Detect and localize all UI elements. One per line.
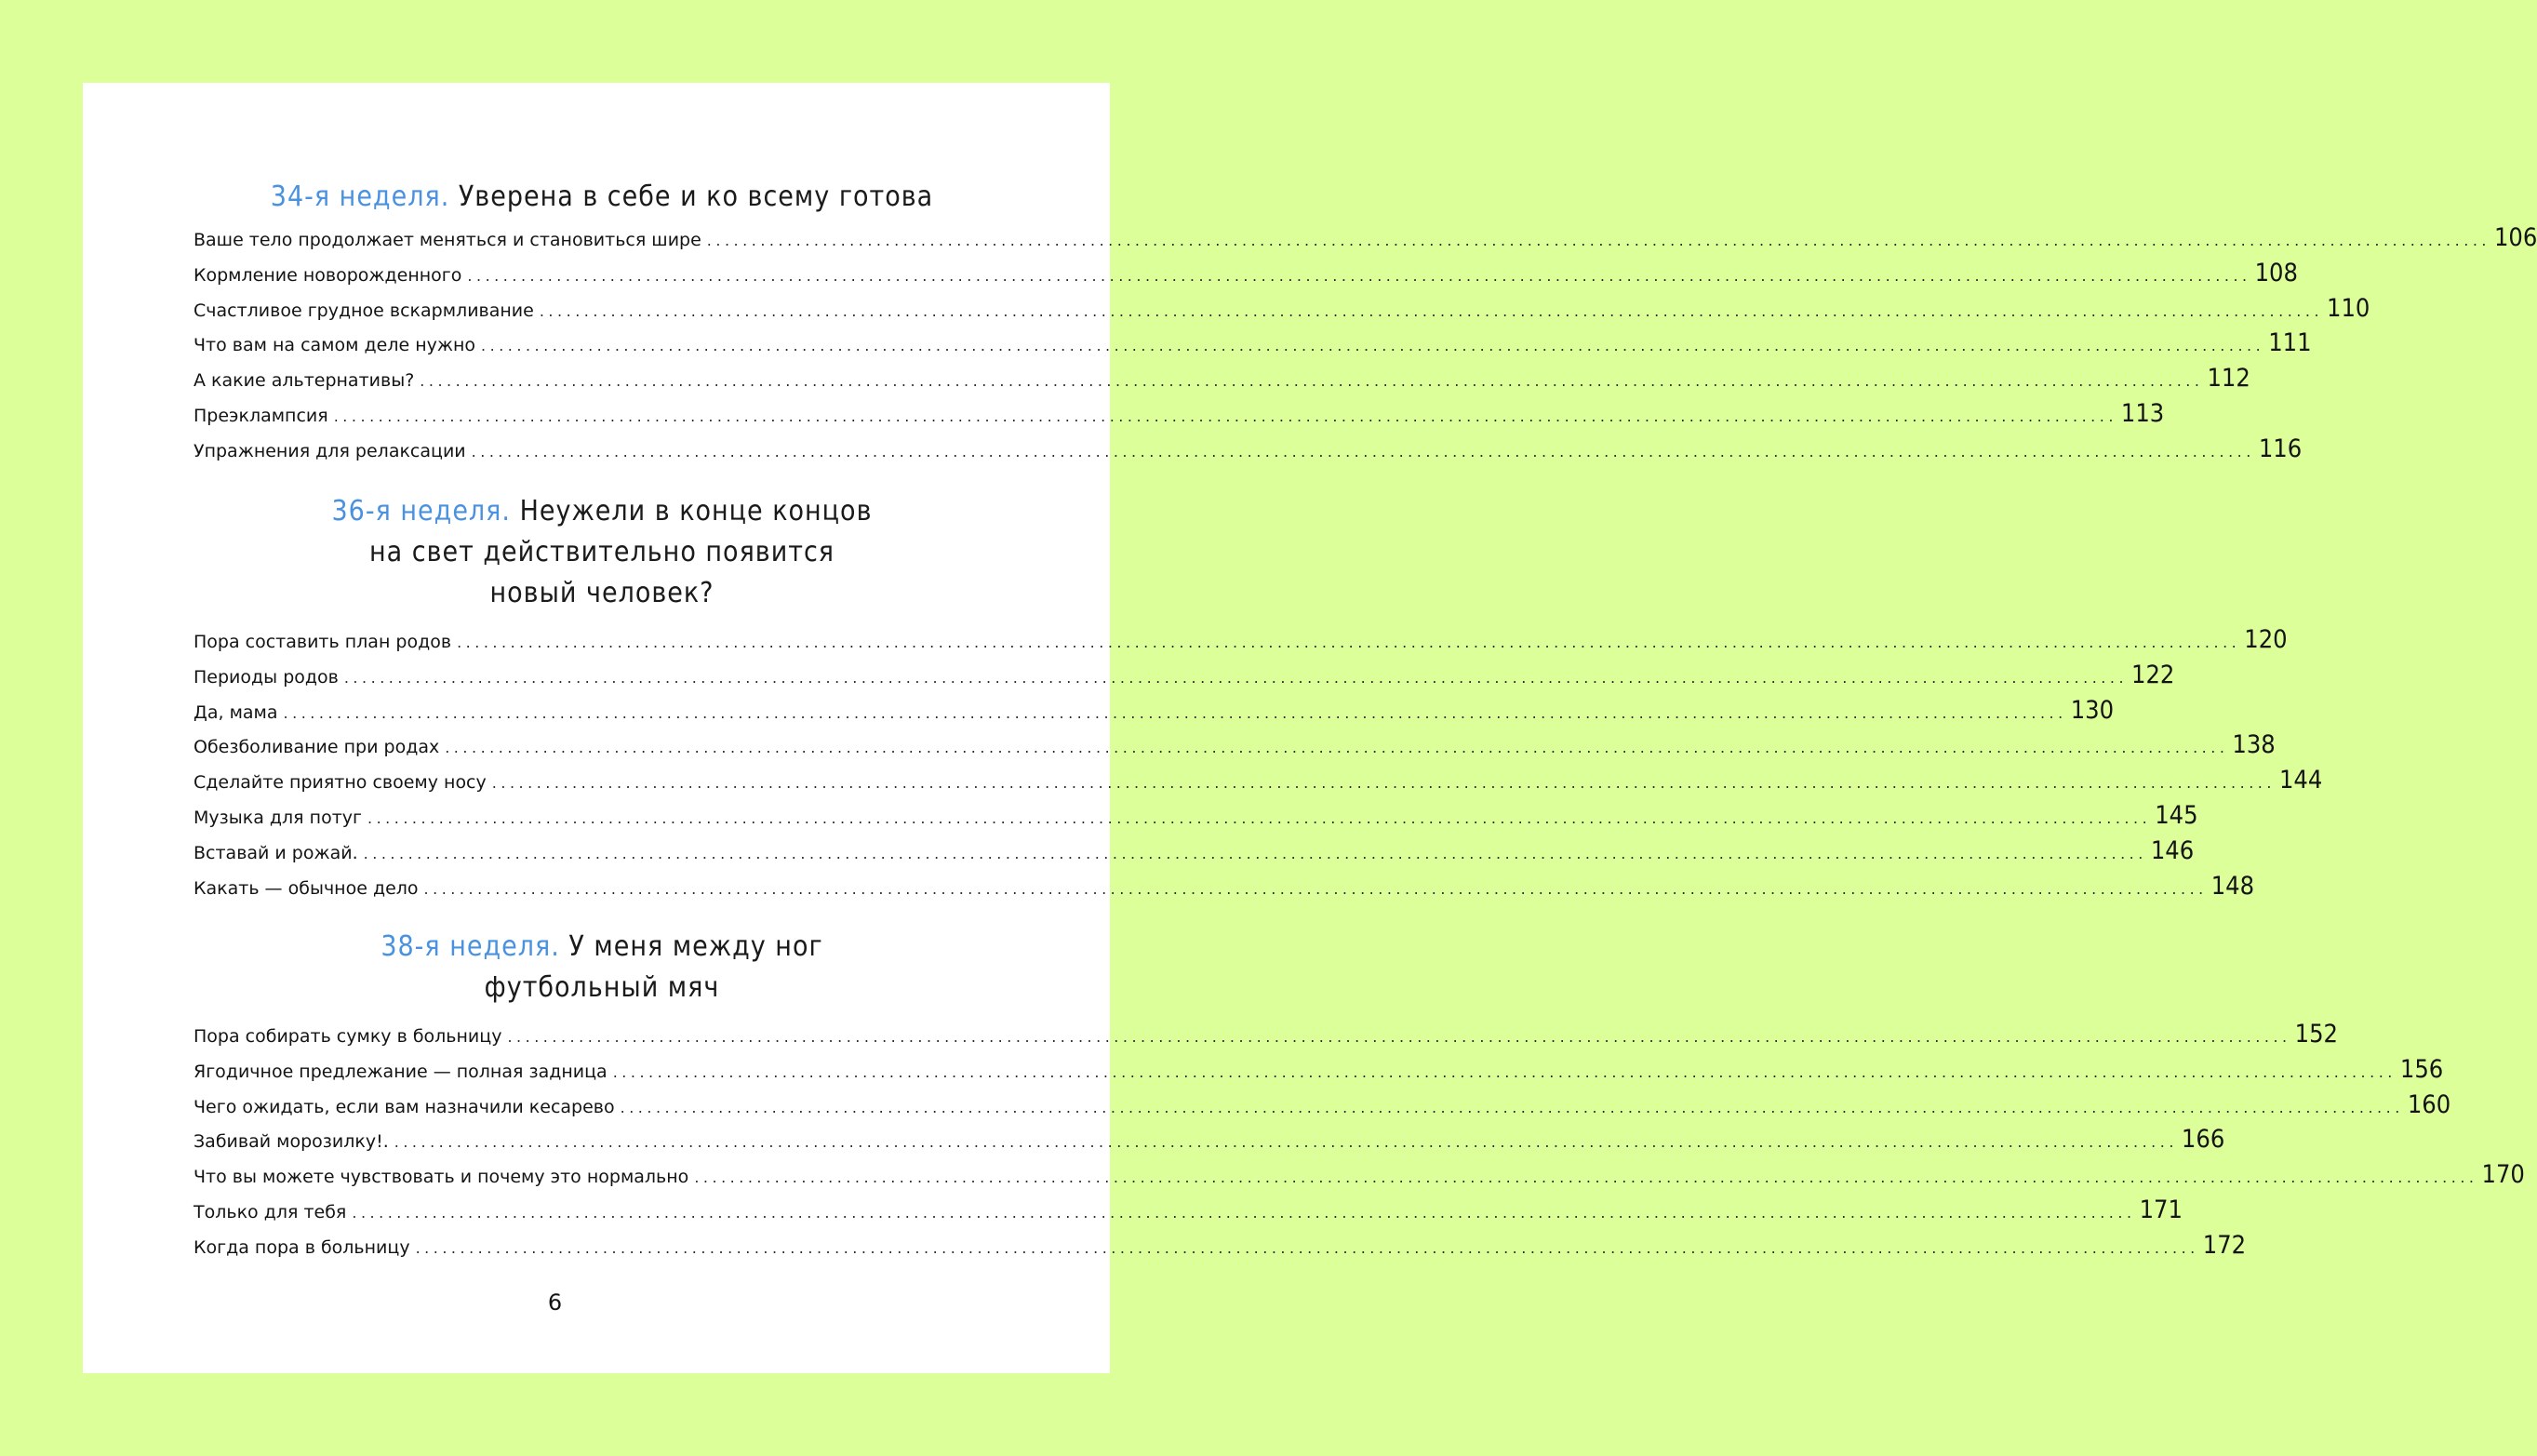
- entry-page-number: 156: [2399, 1054, 2444, 1084]
- leader-dots: ........................................................................................................................................................................................................: [352, 1203, 2136, 1222]
- toc-entry[interactable]: [194, 1230, 2247, 1266]
- entry-label: Вставай и рожай.: [194, 842, 358, 863]
- section-title-line: на свет действительно появится: [368, 536, 835, 568]
- entry-label: Что вы можете чувствовать и почему это нормально: [194, 1167, 689, 1188]
- entry-page-number: 172: [2202, 1230, 2247, 1260]
- entry-list: [194, 625, 2323, 906]
- entry-label: Музыка для потуг: [194, 807, 362, 828]
- toc-entry[interactable]: [194, 364, 2250, 399]
- entry-page-number: 170: [2481, 1160, 2525, 1190]
- leader-dots: ........................................................................................................................................................................................................: [507, 1028, 2291, 1046]
- leader-dots: ........................................................................................................................................................................................................: [457, 634, 2241, 651]
- toc-entry[interactable]: [194, 766, 2323, 801]
- entry-label: Какать — обычное дело: [194, 877, 419, 899]
- leader-dots: ........................................................................................................................................................................................................: [423, 879, 2208, 898]
- section-title: [194, 177, 1010, 218]
- leader-dots: ........................................................................................................................................................................................................: [491, 774, 2276, 793]
- entry-page-number: 148: [2210, 871, 2255, 901]
- entry-label: Обезболивание при родах: [194, 737, 440, 758]
- toc-entry[interactable]: [194, 1054, 2444, 1090]
- leader-dots: ........................................................................................................................................................................................................: [420, 372, 2204, 391]
- entry-label: Кормление новорожденного: [194, 264, 462, 286]
- section-title-line: футбольный мяч: [484, 971, 720, 1004]
- entry-page-number: 144: [2278, 766, 2323, 795]
- entry-label: Когда пора в больницу: [194, 1236, 410, 1258]
- leader-dots: ........................................................................................................................................................................................................: [363, 844, 2147, 862]
- section-title-line: Уверена в себе и ко всему готова: [458, 180, 934, 213]
- toc-entry[interactable]: [194, 1020, 2338, 1055]
- entry-page-number: 160: [2407, 1089, 2451, 1119]
- entry-label: Упражнения для релаксации: [194, 440, 466, 461]
- leader-dots: ........................................................................................................................................................................................................: [706, 232, 2490, 249]
- entry-page-number: 112: [2207, 364, 2250, 394]
- entry-page-number: 166: [2181, 1125, 2225, 1155]
- toc-section-36: [194, 491, 2323, 906]
- leader-dots: ........................................................................................................................................................................................................: [367, 808, 2152, 827]
- toc-entry[interactable]: [194, 871, 2255, 907]
- leader-dots: ........................................................................................................................................................................................................: [467, 266, 2251, 285]
- entry-label: Пора собирать сумку в больницу: [194, 1026, 502, 1047]
- toc-entry[interactable]: [194, 625, 2288, 661]
- section-title: [194, 491, 1010, 614]
- leader-dots: ........................................................................................................................................................................................................: [694, 1169, 2478, 1187]
- toc-section-34: [194, 177, 2537, 470]
- leader-dots: ........................................................................................................................................................................................................: [445, 739, 2229, 757]
- entry-list: [194, 223, 2537, 470]
- section-week: 34-я неделя.: [270, 180, 450, 213]
- entry-page-number: 122: [2131, 660, 2175, 689]
- leader-dots: ........................................................................................................................................................................................................: [333, 407, 2117, 425]
- leader-dots: ........................................................................................................................................................................................................: [343, 668, 2129, 687]
- entry-page-number: 145: [2155, 800, 2198, 830]
- toc-entry[interactable]: [194, 660, 2175, 696]
- entry-page-number: 116: [2258, 434, 2303, 463]
- leader-dots: ........................................................................................................................................................................................................: [394, 1133, 2178, 1152]
- section-title: [194, 927, 1010, 1009]
- section-title-line: новый человек?: [489, 577, 714, 609]
- entry-label: Да, мама: [194, 701, 278, 723]
- entry-label: Периоды родов: [194, 666, 339, 688]
- toc-section-38: [194, 927, 2525, 1266]
- section-title-row: [194, 491, 1010, 532]
- section-title-line: Неужели в конце концов: [519, 495, 873, 528]
- entry-page-number: 110: [2327, 293, 2370, 323]
- leader-dots: ........................................................................................................................................................................................................: [620, 1098, 2404, 1116]
- entry-label: А какие альтернативы?: [194, 370, 415, 392]
- section-title-row: [194, 927, 1010, 968]
- section-title-line: У меня между ног: [568, 930, 823, 963]
- toc-entry[interactable]: [194, 1089, 2451, 1126]
- entry-label: Только для тебя: [194, 1201, 347, 1222]
- entry-label: Ваше тело продолжает меняться и становиться шире: [194, 230, 701, 250]
- entry-page-number: 138: [2232, 730, 2276, 760]
- leader-dots: ........................................................................................................................................................................................................: [612, 1062, 2397, 1081]
- entry-label: Ягодичное предлежание — полная задница: [194, 1061, 608, 1082]
- toc-entry[interactable]: [194, 1195, 2183, 1231]
- entry-page-number: 171: [2139, 1195, 2183, 1224]
- leader-dots: ........................................................................................................................................................................................................: [481, 337, 2265, 355]
- entry-label: Пора составить план родов: [194, 632, 452, 652]
- page-number: 6: [547, 1289, 563, 1316]
- toc-entry[interactable]: [194, 258, 2298, 294]
- entry-page-number: 152: [2294, 1020, 2338, 1049]
- toc-entry[interactable]: [194, 434, 2303, 470]
- toc-entry[interactable]: [194, 398, 2165, 434]
- leader-dots: ........................................................................................................................................................................................................: [283, 703, 2067, 722]
- leader-dots: ........................................................................................................................................................................................................: [471, 442, 2255, 461]
- entry-page-number: 113: [2120, 398, 2165, 428]
- leader-dots: ........................................................................................................................................................................................................: [539, 301, 2324, 320]
- entry-page-number: 108: [2254, 258, 2298, 287]
- leader-dots: ........................................................................................................................................................................................................: [415, 1238, 2199, 1257]
- entry-page-number: 111: [2268, 328, 2312, 358]
- toc-entry[interactable]: [194, 293, 2370, 329]
- toc-entry[interactable]: [194, 730, 2276, 766]
- entry-page-number: 120: [2244, 625, 2288, 654]
- entry-label: Счастливое грудное вскармливание: [194, 300, 534, 321]
- entry-page-number: 130: [2070, 695, 2115, 725]
- entry-label: Чего ожидать, если вам назначили кесарево: [194, 1096, 615, 1117]
- toc-entry[interactable]: [194, 1160, 2525, 1196]
- toc-entry[interactable]: [194, 1125, 2225, 1160]
- toc-entry[interactable]: [194, 695, 2115, 731]
- entry-list: [194, 1020, 2525, 1266]
- entry-label: Забивай морозилку!.: [194, 1131, 389, 1153]
- entry-page-number: 106: [2493, 223, 2537, 252]
- entry-label: Сделайте приятно своему носу: [194, 772, 487, 794]
- toc-entry[interactable]: [194, 800, 2198, 836]
- entry-page-number: 146: [2150, 835, 2195, 865]
- toc-entry[interactable]: [194, 835, 2195, 872]
- toc-entry[interactable]: [194, 223, 2537, 259]
- entry-label: Что вам на самом деле нужно: [194, 335, 476, 356]
- section-week: 38-я неделя.: [381, 930, 560, 963]
- section-week: 36-я неделя.: [331, 495, 511, 528]
- entry-label: Преэклампсия: [194, 405, 328, 426]
- toc-entry[interactable]: [194, 328, 2312, 364]
